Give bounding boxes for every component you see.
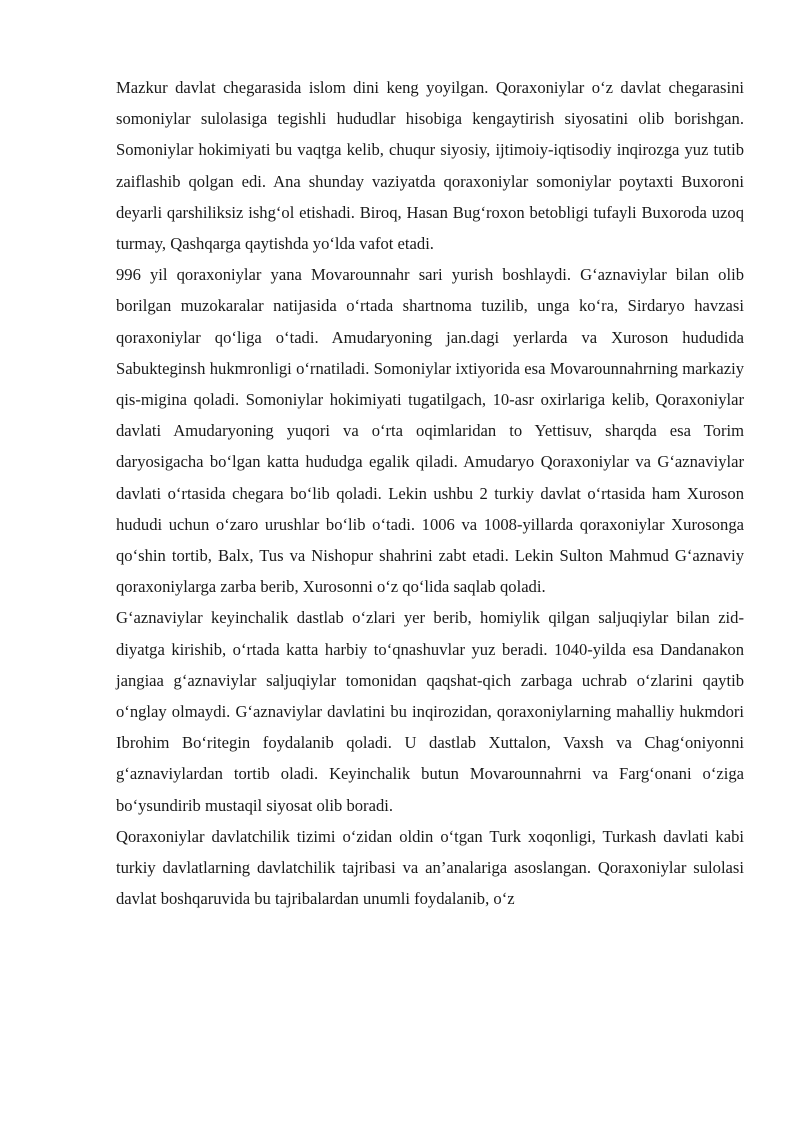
document-page [116, 72, 744, 914]
paragraph-2: 996 yil qoraxoniylar yana Movarounnahr sari yurish boshlaydi. G‘aznaviylar bilan olib borilgan muzokaralar natijasida o‘rtada shartnoma tuzilib, unga ko‘ra, Sirdaryo havzasi qoraxoniylar qo‘liga o‘tadi. Amudaryoning jan.dagi yerlarda va Xuroson hududida Sabukteginsh hukmronligi o‘rnatiladi. Somoniylar ixtiyorida esa Movarounnahrning markaziy qis-migina qoladi. Somoniylar hokimiyati tugatilgach, 10-asr oxirlariga kelib, Qoraxoniylar davlati Amudaryoning yuqori va o‘rta oqimlaridan to Yettisuv, sharqda esa Torim daryosigacha bo‘lgan katta hududga egalik qiladi. Amudaryo Qoraxoniylar va G‘aznaviylar davlati o‘rtasida chegara bo‘lib qoladi. Lekin ushbu 2 turkiy davlat o‘rtasida ham Xuroson hududi uchun o‘zaro urushlar bo‘lib o‘tadi. 1006 va 1008-yillarda qoraxoniylar Xurosonga qo‘shin tortib, Balx, Tus va Nishopur shahrini zabt etadi. Lekin Sulton Mahmud G‘aznaviy qoraxoniylarga zarba berib, Xurosonni o‘z qo‘lida saqlab qoladi. [116, 265, 744, 597]
paragraph-3: G‘aznaviylar keyinchalik dastlab o‘zlari yer berib, homiylik qilgan saljuqiylar bilan zid-diyatga kirishib, o‘rtada katta harbiy to‘qnashuvlar yuz beradi. 1040-yilda esa Dandanakon jangiaa g‘aznaviylar saljuqiylar tomonidan qaqshat-qich zarbaga uchrab o‘zlarini qaytib o‘nglay olmaydi. G‘aznaviylar davlatini bu inqirozidan, qoraxoniylarning mahalliy hukmdori Ibrohim Bo‘ritegin foydalanib qoladi. U dastlab Xuttalon, Vaxsh va Chag‘oniyonni g‘aznaviylardan tortib oladi. Keyinchalik butun Movarounnahrni va Farg‘onani o‘ziga bo‘ysundirib mustaqil siyosat olib boradi. [116, 608, 744, 815]
paragraph-1: Mazkur davlat chegarasida islom dini keng yoyilgan. Qoraxoniylar o‘z davlat chegarasini somoniylar sulolasiga tegishli hududlar hisobiga kengaytirish siyosatini olib borishgan. Somoniylar hokimiyati bu vaqtga kelib, chuqur siyosiy, ijtimoiy-iqtisodiy inqirozga yuz tutib zaiflashib qolgan edi. Ana shunday vaziyatda qoraxoniylar somoniylar poytaxti Buxoroni deyarli qarshiliksiz ishg‘ol etishadi. Biroq, Hasan Bug‘roxon betobligi tufayli Buxoroda uzoq turmay, Qashqarga qaytishda yo‘lda vafot etadi. [116, 78, 744, 254]
paragraph-4: Qoraxoniylar davlatchilik tizimi o‘zidan oldin o‘tgan Turk xoqonligi, Turkash davlati kabi turkiy davlatlarning davlatchilik tajribasi va an’analariga asoslangan. Qoraxoniylar sulolasi davlat boshqaruvida bu tajribalardan unumli foydalanib, o‘z [116, 826, 744, 909]
